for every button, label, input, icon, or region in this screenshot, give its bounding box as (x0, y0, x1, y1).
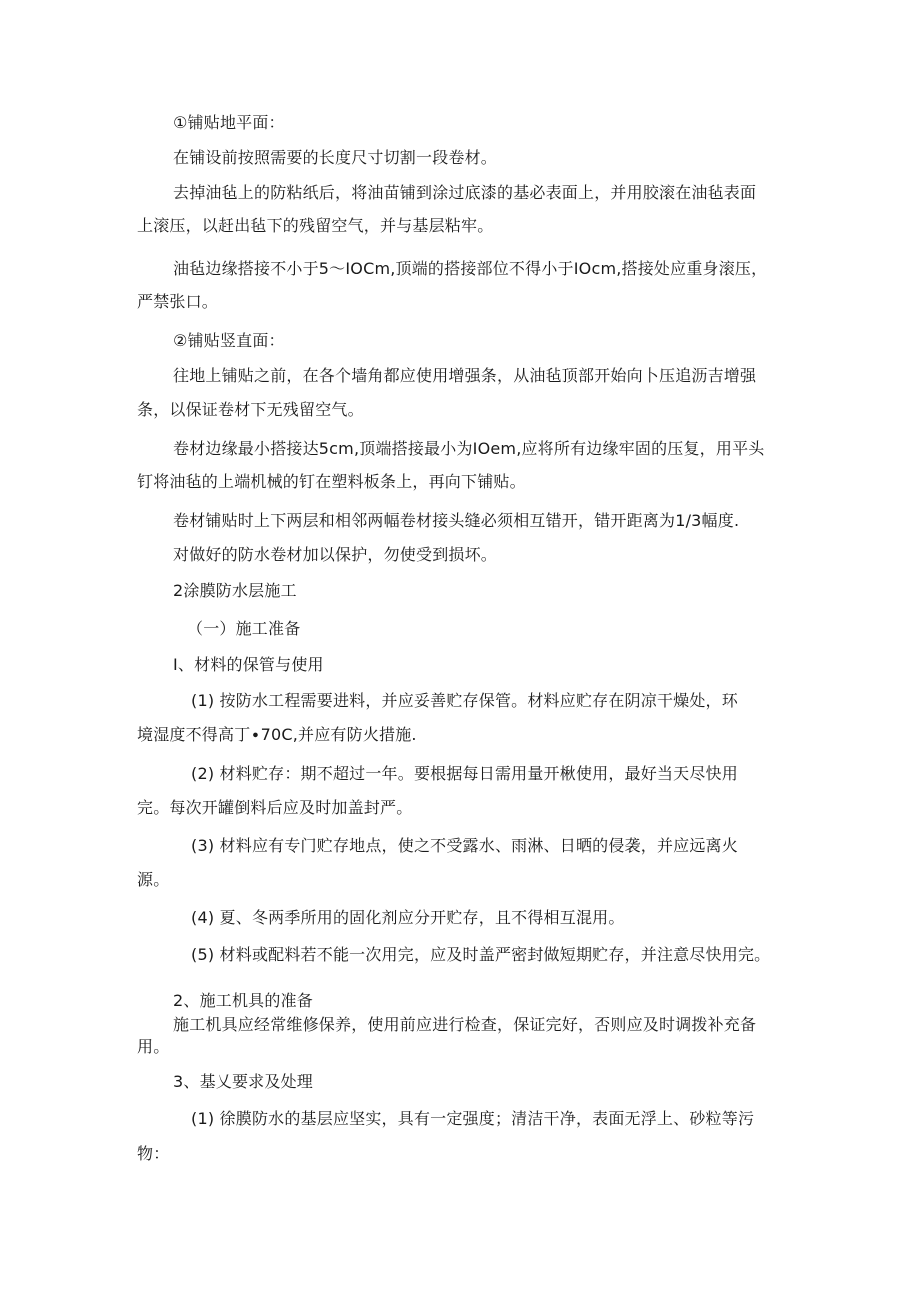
list-item-line: (2) 材料贮存：期不超过一年。要根据每日需用量开楸使用，最好当天尽快用 (191, 764, 738, 783)
paragraph-line: 对做好的防水卷材加以保护，勿使受到损坏。 (173, 545, 498, 564)
list-item-line: 境湿度不得高丁∙70C,并应有防火措施. (137, 725, 417, 744)
paragraph-line: 用。 (137, 1037, 170, 1056)
paragraph-line: 在铺设前按照需要的长度尺寸切割一段卷材。 (173, 148, 498, 167)
paragraph-line: 上滚压，以赶出毡下的残留空气，并与基层粘牢。 (137, 216, 494, 235)
list-item-line: 源。 (137, 870, 170, 889)
list-item-line: (4) 夏、冬两季所用的固化剂应分开贮存，且不得相互混用。 (191, 908, 625, 927)
paragraph-line: 去掉油毡上的防粘纸后，将油苗铺到涂过底漆的基必表面上，并用胶滚在油毡表面 (173, 183, 757, 202)
section-heading: 2涂膜防水层施工 (173, 581, 297, 600)
paragraph-line: 卷材边缘最小搭接达5cm,顶端搭接最小为IOem,应将所有边缘牢固的压复，用平头 (173, 439, 765, 458)
heading-paving-vertical: ②铺贴竖直面： (173, 331, 285, 350)
list-item-line: (5) 材料或配料若不能一次用完，应及时盖严密封做短期贮存，并注意尽快用完。 (191, 945, 771, 964)
paragraph-line: 往地上铺贴之前，在各个墙角都应使用增强条，从油毡顶部开始向卜压追沥吉增强 (173, 366, 757, 385)
subsection-heading: （一）施工准备 (187, 619, 301, 638)
paragraph-line: 钉将油毡的上端机械的钉在塑料板条上，再向下铺贴。 (137, 472, 526, 491)
subsection-heading: I、材料的保管与使用 (173, 655, 324, 674)
list-item-line: (3) 材料应有专门贮存地点，使之不受露水、雨淋、日晒的侵袭，并应远离火 (191, 836, 738, 855)
paragraph-line: 条，以保证卷材下无残留空气。 (137, 400, 364, 419)
paragraph-line: 卷材铺贴时上下两层和相邻两幅卷材接头缝必须相互错开，错开距离为1/3幅度. (173, 511, 740, 530)
heading-paving-floor: ①铺贴地平面： (173, 113, 285, 132)
list-item-line: (1) 按防水工程需要进料，并应妥善贮存保管。材料应贮存在阴凉干燥处，环 (191, 691, 738, 710)
subsection-heading: 3、基乂要求及处理 (173, 1072, 313, 1091)
list-item-line: (1) 徐膜防水的基层应坚实，具有一定强度；清洁干净，表面无浮上、砂粒等污 (191, 1109, 755, 1128)
list-item-line: 完。每次开罐倒料后应及时加盖封严。 (137, 798, 413, 817)
paragraph-line: 油毡边缘搭接不小于5〜IOCm,顶端的搭接部位不得小于IOcm,搭接处应重身滚压， (173, 259, 768, 278)
list-item-line: 物： (137, 1144, 170, 1163)
subsection-heading: 2、施工机具的准备 (173, 991, 313, 1010)
paragraph-line: 严禁张口。 (137, 292, 219, 311)
paragraph-line: 施工机具应经常维修保养，使用前应进行检查，保证完好，否则应及时调拨补充备 (173, 1015, 757, 1034)
